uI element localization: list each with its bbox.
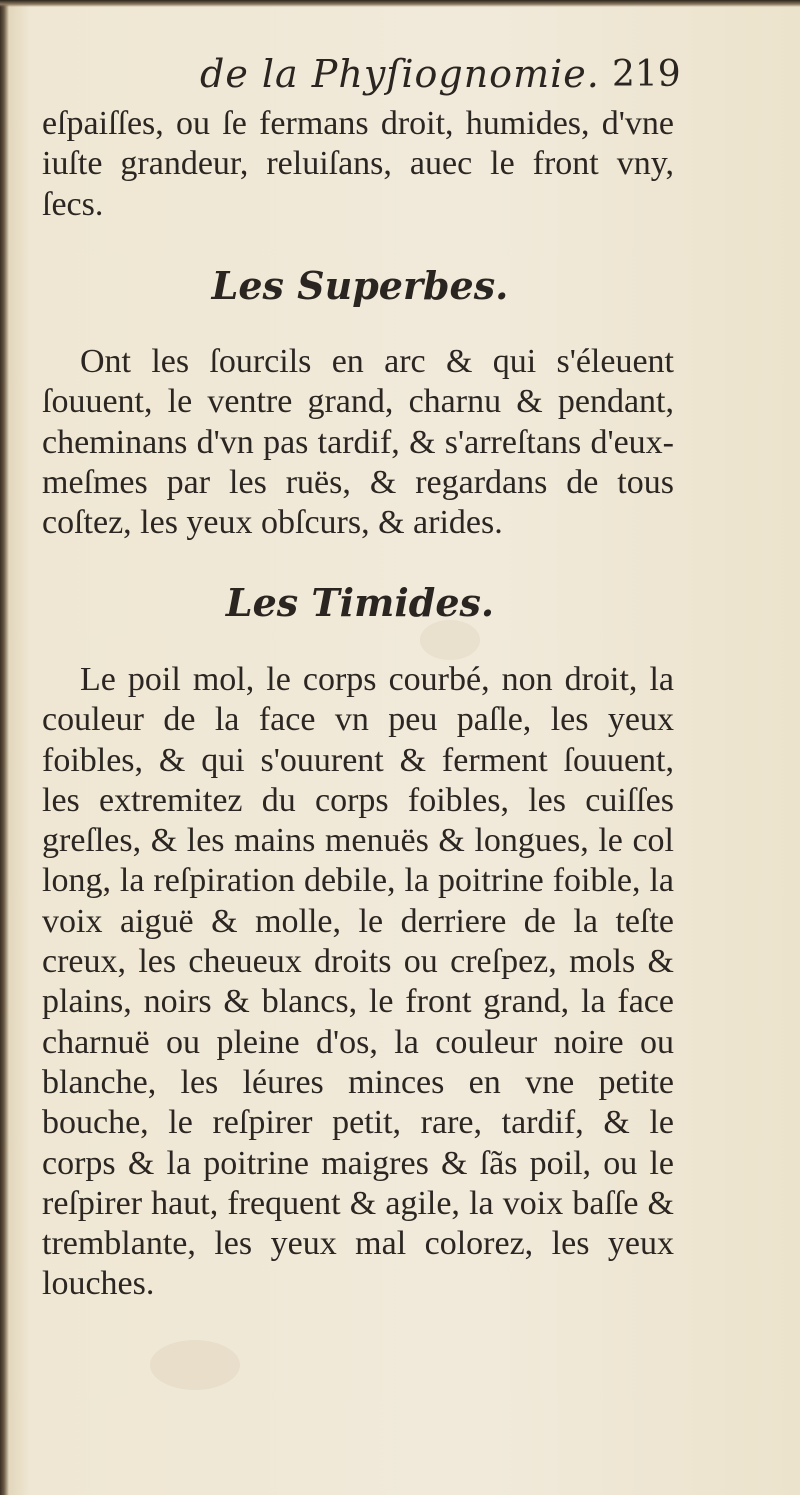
paragraph-superbes: Ont les ſourcils en arc & qui s'éleuent ſouuent, le ventre grand, charnu & pendant, cheminans d'vn pas tardif, & s'arreſtans d'eux-meſmes par les ruës, & regardans de tous coſtez, les yeux obſcurs, & arides. <box>42 343 674 542</box>
paragraph-continuation: eſpaiſſes, ou ſe fermans droit, humides, d'vne iuſte grandeur, reluiſans, auec le front vny, ſecs. <box>42 105 674 223</box>
paragraph-timides: Le poil mol, le corps courbé, non droit, la couleur de la face vn peu paſle, les yeux foibles, & qui s'ouurent & ferment ſouuent, les extremitez du corps foibles, les cuiſſes greſles, & les mains menuës & longues, le col long, la reſpiration debile, la poitrine foible, la voix aiguë & molle, le derriere de la teſte creux, les cheueux droits ou creſpez, mols & plains, noirs & blancs, le front grand, la face charnuë ou pleine d'os, la couleur noire ou blanche, les léures minces en vne petite bouche, le reſpirer petit, rare, tardif, & le corps & la poitrine maigres & ſãs poil, ou le reſpirer haut, frequent & agile, la voix baſſe & tremblante, les yeux mal colorez, les yeux louches. <box>42 661 674 1303</box>
page-number: 219 <box>612 54 681 95</box>
running-head <box>0 52 800 112</box>
paper-stain <box>150 1340 240 1390</box>
page-top-edge <box>0 0 800 7</box>
section-heading-timides: Les Timides. <box>225 580 495 625</box>
running-head-title: de la Phyſiognomie. <box>200 52 600 96</box>
section-heading-superbes: Les Superbes. <box>211 263 509 308</box>
paper-stain <box>420 620 480 660</box>
